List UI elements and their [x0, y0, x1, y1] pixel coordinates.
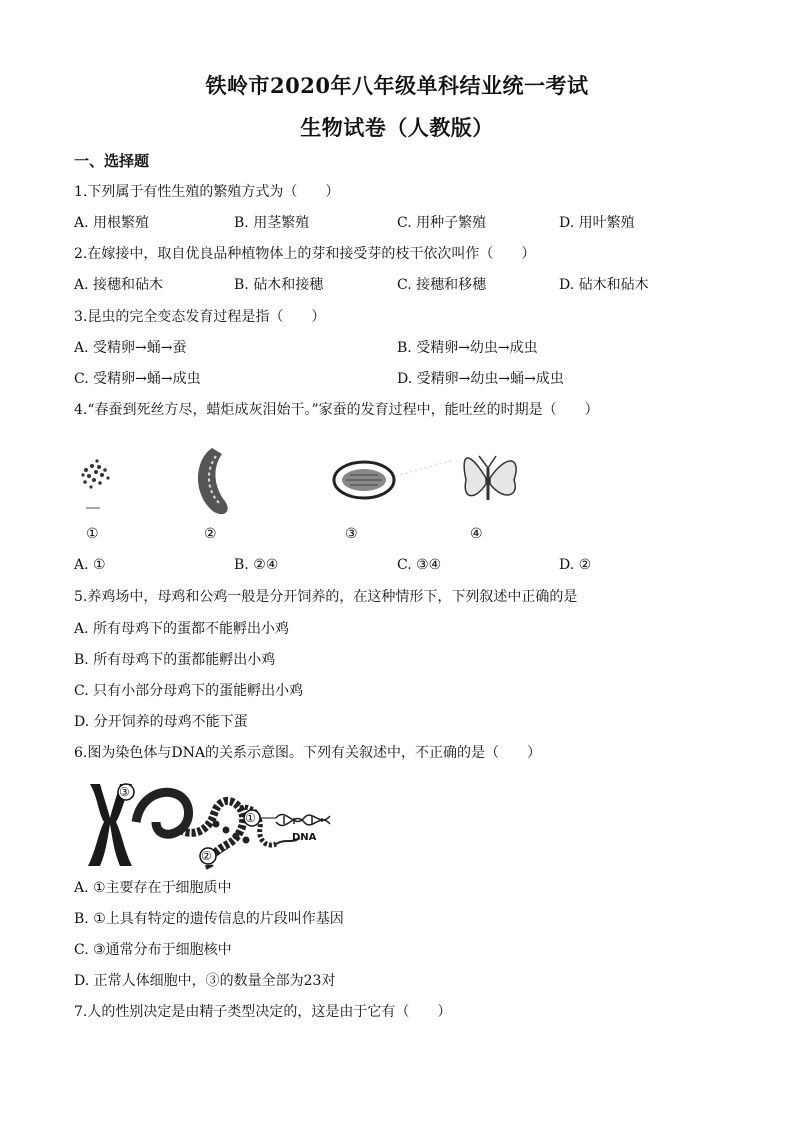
chromatin-coil-image: [136, 792, 300, 868]
question-7-stem: 7.人的性别决定是由精子类型决定的，这是由于它有（ ）: [74, 1004, 452, 1020]
silkworm-stages-figure: [74, 440, 544, 520]
q6-option-d[interactable]: D. 正常人体细胞中，③的数量全部为23对: [74, 973, 336, 989]
q3-option-d[interactable]: D. 受精卵→幼虫→蛹→成虫: [397, 371, 564, 387]
eggs-image: [81, 459, 109, 508]
question-5-stem: 5.养鸡场中，母鸡和公鸡一般是分开饲养的，在这种情形下，下列叙述中正确的是: [74, 589, 578, 605]
q2-option-a[interactable]: A. 接穗和砧木: [74, 277, 164, 293]
fig4-label-2: ②: [204, 526, 217, 542]
q4-option-b[interactable]: B. ②④: [234, 557, 279, 573]
question-6-stem: 6.图为染色体与DNA的关系示意图。下列有关叙述中，不正确的是（ ）: [74, 745, 541, 761]
q3-option-b[interactable]: B. 受精卵→幼虫→成虫: [397, 340, 538, 356]
q3-option-c[interactable]: C. 受精卵→蛹→成虫: [74, 371, 201, 387]
question-2-stem: 2.在嫁接中，取自优良品种植物体上的芽和接受芽的枝干依次叫作（ ）: [74, 246, 536, 262]
q5-option-b[interactable]: B. 所有母鸡下的蛋都能孵出小鸡: [74, 652, 276, 668]
larva-image: [198, 448, 228, 514]
q4-option-a[interactable]: A. ①: [74, 557, 106, 573]
fig4-label-1: ①: [86, 526, 99, 542]
question-4-stem: 4.“春蚕到死丝方尽，蜡炬成灰泪始干。”家蚕的发育过程中，能吐丝的时期是（ ）: [74, 402, 599, 418]
fig4-label-3: ③: [345, 526, 358, 542]
q5-option-c[interactable]: C. 只有小部分母鸡下的蛋能孵出小鸡: [74, 683, 304, 699]
chromosome-dna-figure: [80, 778, 400, 870]
q1-option-b[interactable]: B. 用茎繁殖: [234, 215, 310, 231]
q1-option-c[interactable]: C. 用种子繁殖: [397, 215, 487, 231]
fig4-label-4: ④: [470, 526, 483, 542]
q1-option-d[interactable]: D. 用叶繁殖: [559, 215, 635, 231]
q6-option-c[interactable]: C. ③通常分布于细胞核中: [74, 942, 232, 958]
q1-option-a[interactable]: A. 用根繁殖: [74, 215, 150, 231]
q2-option-d[interactable]: D. 砧木和砧木: [559, 277, 649, 293]
q5-option-a[interactable]: A. 所有母鸡下的蛋都不能孵出小鸡: [74, 621, 290, 637]
section-heading: 一、选择题: [74, 152, 150, 170]
question-3-stem: 3.昆虫的完全变态发育过程是指（ ）: [74, 309, 326, 325]
exam-title: 铁岭市2020年八年级单科结业统一考试: [205, 73, 589, 98]
moth-image: [464, 456, 516, 500]
q2-option-c[interactable]: C. 接穗和移穗: [397, 277, 487, 293]
q4-option-c[interactable]: C. ③④: [397, 557, 442, 573]
fig6-mark-1: ①: [245, 811, 256, 825]
fig6-mark-2: ②: [201, 849, 212, 863]
question-1-stem: 1.下列属于有性生殖的繁殖方式为（ ）: [74, 184, 340, 200]
q2-option-b[interactable]: B. 砧木和接穗: [234, 277, 324, 293]
pupa-image: [334, 460, 454, 498]
q5-option-d[interactable]: D. 分开饲养的母鸡不能下蛋: [74, 714, 248, 730]
q6-option-b[interactable]: B. ①上具有特定的遗传信息的片段叫作基因: [74, 911, 344, 927]
q3-option-a[interactable]: A. 受精卵→蛹→蚕: [74, 340, 187, 356]
q6-option-a[interactable]: A. ①主要存在于细胞质中: [74, 880, 232, 896]
dna-helix-image: [276, 815, 330, 826]
fig6-mark-3: ③: [119, 785, 130, 799]
fig6-dna-label: DNA: [292, 832, 317, 843]
exam-subtitle: 生物试卷（人教版）: [300, 115, 494, 140]
q4-option-d[interactable]: D. ②: [559, 557, 592, 573]
